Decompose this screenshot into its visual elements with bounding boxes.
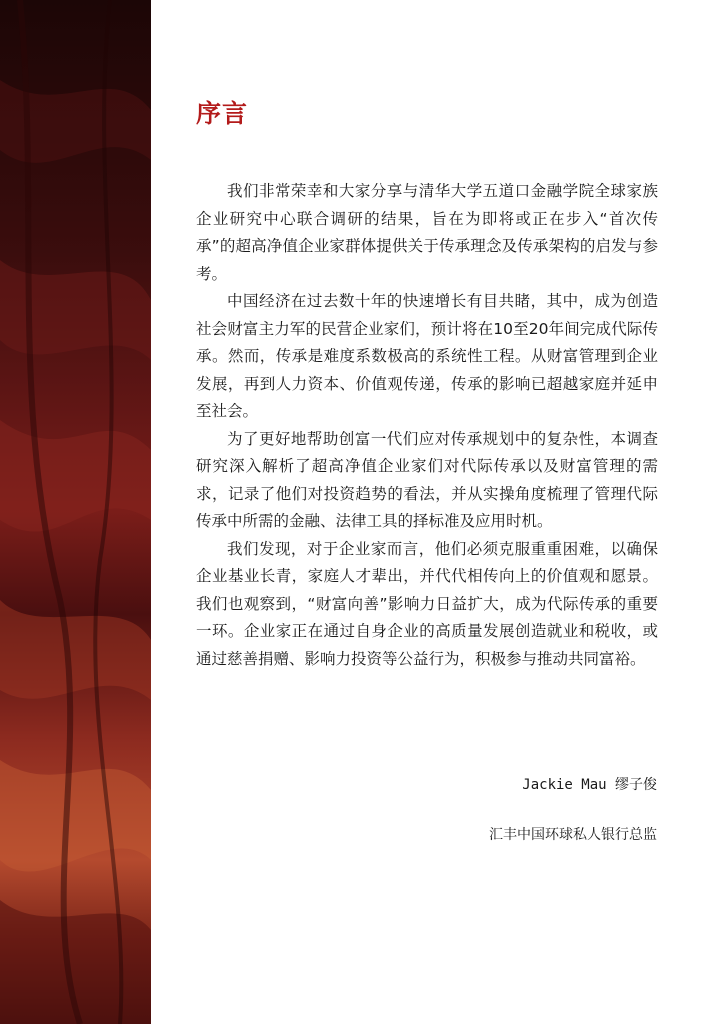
canyon-texture: [0, 0, 151, 1024]
signature-block: [489, 774, 657, 844]
paragraph: 中国经济在过去数十年的快速增长有目共睹，其中，成为创造社会财富主力军的民营企业家们，预计将在10至20年间完成代际传承。然而，传承是难度系数极高的系统性工程。从财富管理到企业发展，再到人力资本、价值观传递，传承的影响已超越家庭并延申至社会。: [196, 292, 658, 420]
signatory-role: 汇丰中国环球私人银行总监: [489, 827, 657, 843]
paragraph: 我们非常荣幸和大家分享与清华大学五道口金融学院全球家族企业研究中心联合调研的结果，旨在为即将或正在步入“首次传承”的超高净值企业家群体提供关于传承理念及传承架构的启发与参考。: [196, 182, 658, 283]
preface-body: [196, 178, 658, 673]
decorative-canyon-image: [0, 0, 151, 1024]
page-title: 序言: [196, 99, 249, 128]
signatory-name: Jackie Mau 缪子俊: [522, 777, 657, 793]
paragraph: 我们发现，对于企业家而言，他们必须克服重重困难，以确保企业基业长青，家庭人才辈出，并代代相传向上的价值观和愿景。我们也观察到，“财富向善”影响力日益扩大，成为代际传承的重要一环。企业家正在通过自身企业的高质量发展创造就业和税收，或通过慈善捐赠、影响力投资等公益行为，积极参与推动共同富裕。: [196, 539, 658, 668]
paragraph: 为了更好地帮助创富一代们应对传承规划中的复杂性，本调查研究深入解析了超高净值企业家们对代际传承以及财富管理的需求，记录了他们对投资趋势的看法，并从实操角度梳理了管理代际传承中所需的金融、法律工具的择标准及应用时机。: [196, 429, 658, 530]
